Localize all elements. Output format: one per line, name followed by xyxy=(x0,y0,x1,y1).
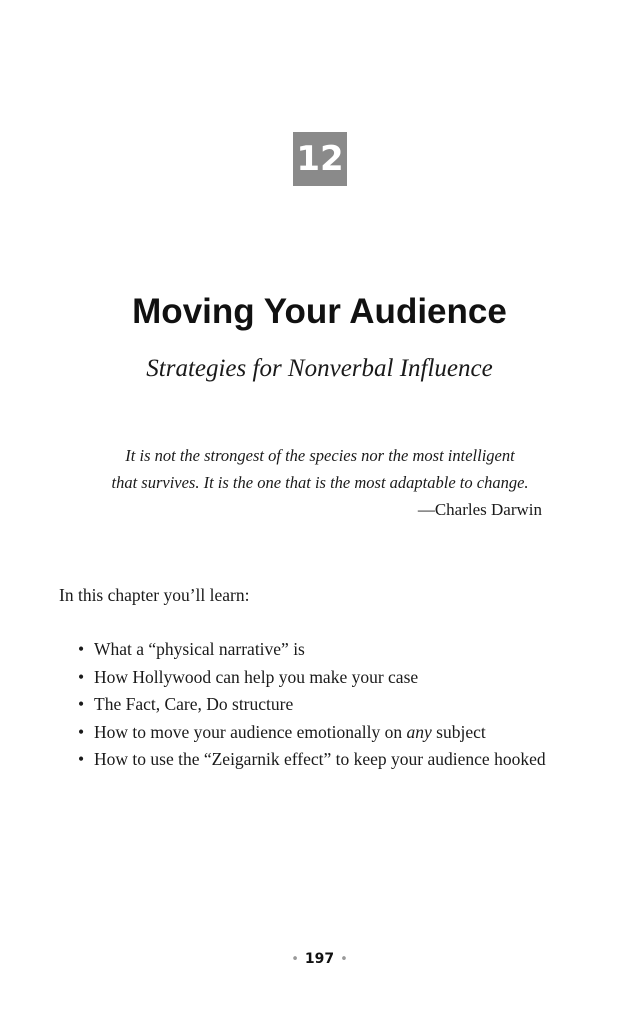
chapter-number: 12 xyxy=(296,139,344,179)
page-number: 197 xyxy=(304,951,335,967)
epigraph-line: It is not the strongest of the species nor the most intelligent xyxy=(125,446,515,465)
list-item-emphasis: any xyxy=(406,721,432,742)
learning-objectives-list xyxy=(78,636,546,774)
epigraph-quote xyxy=(70,442,570,496)
bullet-icon: • xyxy=(78,749,85,769)
epigraph-attribution: —Charles Darwin xyxy=(417,500,542,519)
epigraph-line: that survives. It is the one that is the most adaptable to change. xyxy=(111,473,529,492)
list-item-text: The Fact, Care, Do structure xyxy=(94,694,294,714)
list-item-text: How to move your audience emotionally on xyxy=(94,721,407,742)
page-footer xyxy=(0,948,639,971)
chapter-intro: In this chapter you’ll learn: xyxy=(59,585,250,605)
bullet-icon: • xyxy=(78,694,85,714)
chapter-title: Moving Your Audience xyxy=(132,292,507,331)
footer-dot-icon: • xyxy=(340,952,348,967)
bullet-icon: • xyxy=(78,666,85,687)
list-item xyxy=(78,719,546,747)
list-item-text: How to use the “Zeigarnik effect” to keep your audience hooked xyxy=(94,749,546,769)
list-item-text-end: subject xyxy=(431,721,486,742)
list-item xyxy=(78,691,546,719)
bullet-icon: • xyxy=(78,721,85,742)
bullet-icon: • xyxy=(78,639,85,659)
list-item-text: What a “physical narrative” is xyxy=(94,639,305,659)
list-item xyxy=(78,746,546,774)
chapter-number-badge xyxy=(293,132,347,186)
list-item xyxy=(78,636,546,664)
list-item xyxy=(78,664,546,692)
list-item-text: How Hollywood can help you make your case xyxy=(94,666,419,687)
chapter-subtitle: Strategies for Nonverbal Influence xyxy=(146,355,493,382)
footer-dot-icon: • xyxy=(291,952,299,967)
